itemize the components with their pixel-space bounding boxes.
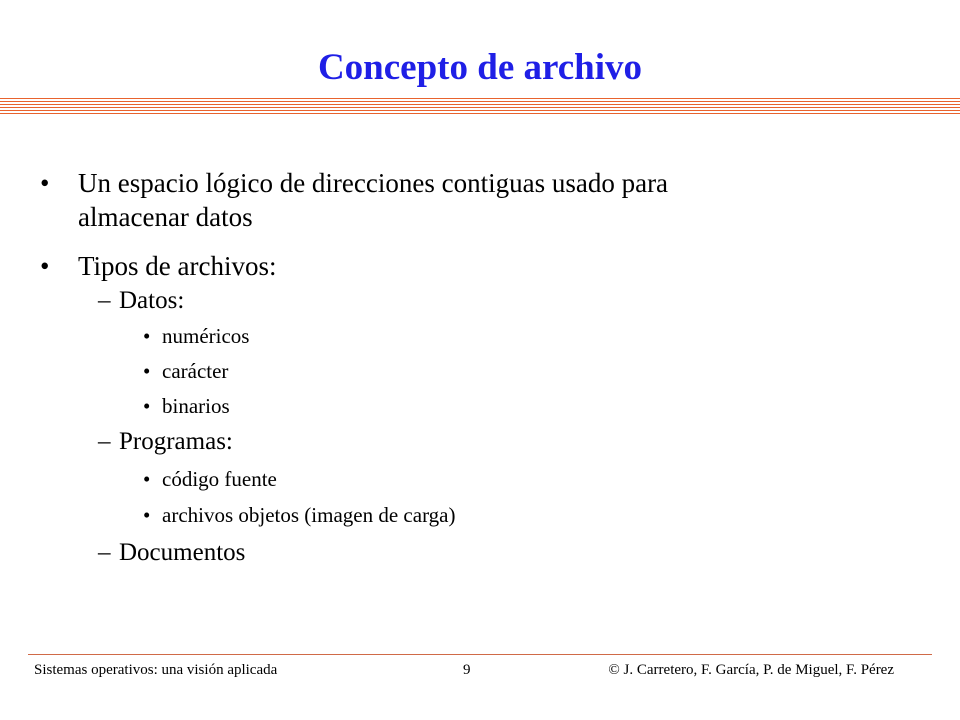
bullet-marker: • — [40, 168, 50, 198]
sub-bullet-marker: – — [98, 287, 111, 314]
footer-divider — [28, 654, 932, 655]
sub-sub-bullet-marker: • — [143, 503, 151, 527]
sub-sub-bullet-marker: • — [143, 359, 151, 383]
sub-sub-bullet-text: archivos objetos (imagen de carga) — [162, 503, 456, 527]
sub-bullet-marker: – — [98, 428, 111, 455]
footer-page-number: 9 — [463, 662, 471, 678]
footer-copyright: © J. Carretero, F. García, P. de Miguel, F. Pérez — [608, 662, 894, 678]
sub-sub-bullet-text: binarios — [162, 394, 230, 418]
sub-sub-bullet-text: carácter — [162, 359, 229, 383]
sub-sub-bullet-text: numéricos — [162, 324, 250, 348]
sub-sub-bullet-text: código fuente — [162, 467, 277, 491]
title-divider — [0, 98, 960, 114]
sub-bullet-text: Programas: — [119, 428, 233, 455]
sub-bullet-text: Documentos — [119, 539, 246, 566]
footer-book-title: Sistemas operativos: una visión aplicada — [34, 662, 278, 678]
sub-sub-bullet-marker: • — [143, 467, 151, 491]
bullet-text: Tipos de archivos: — [78, 251, 277, 281]
sub-sub-bullet-marker: • — [143, 324, 151, 348]
sub-sub-bullet-marker: • — [143, 394, 151, 418]
bullet-marker: • — [40, 251, 50, 281]
bullet-text-continuation: almacenar datos — [78, 202, 253, 232]
sub-bullet-marker: – — [98, 539, 111, 566]
slide-title: Concepto de archivo — [317, 47, 643, 88]
sub-bullet-text: Datos: — [119, 287, 185, 314]
bullet-text: Un espacio lógico de direcciones contiguas usado para — [78, 168, 669, 198]
